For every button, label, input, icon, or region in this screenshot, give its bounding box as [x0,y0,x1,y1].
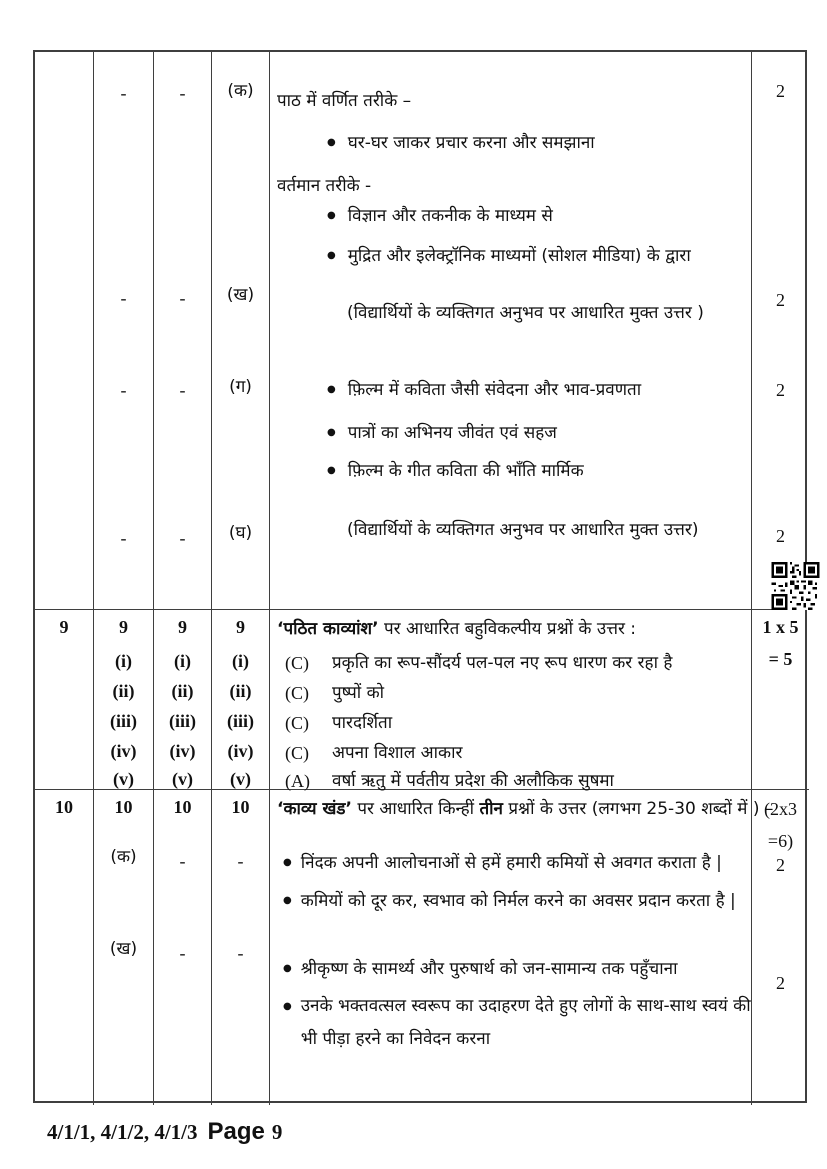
answer-intro-line: वर्तमान तरीके - [277,176,372,196]
answer-bullet-text: कमियों को दूर कर, स्वभाव को निर्मल करने का अवसर प्रदान करता है | [300,891,736,911]
sub-roman: (i) [174,651,191,671]
mcq-answer-row [285,652,672,674]
sub-roman: (i) [115,651,132,671]
question-number: 10 [231,797,250,817]
bullet-icon: ● [283,963,292,974]
r2-set3-cell [212,610,270,790]
free-answer-note: (विद्यार्थियों के व्यक्तिगत अनुभव पर आधारित मुक्त उत्तर) [347,520,699,540]
mcq-option: (C) [285,653,309,673]
r2-marks-cell [752,610,809,790]
dash: - [237,851,244,871]
bullet-icon: ● [283,857,292,868]
answer-bullet [327,132,595,154]
mcq-answer-row [285,742,462,764]
question-title-rest: प्रश्नों के उत्तर (लगभग 25-30 शब्दों में ) – [502,799,774,819]
mcq-answer-row [285,712,392,734]
answer-bullet [283,852,722,874]
r1-set1-cell [94,52,154,610]
sub-roman: (ii) [229,681,252,701]
r3-set2-cell [154,790,212,1105]
sub-roman: (ii) [112,681,135,701]
dash: - [179,83,186,103]
marks-value: 1 x 5 [762,617,799,637]
r1-answer-cell [270,52,752,610]
question-title-bold2: तीन [479,799,503,819]
question-title-bold: ‘पठित काव्यांश’ [277,619,379,639]
qr-code [770,562,821,610]
r1-set2-cell [154,52,212,610]
bullet-icon: ● [283,1001,292,1012]
sub-roman: (iii) [169,711,196,731]
answer-bullet-text: निंदक अपनी आलोचनाओं से हमें हमारी कमियों से अवगत कराता है | [300,853,722,873]
marks-value: 2 [776,973,785,993]
bullet-icon: ● [327,210,336,221]
dash: - [179,528,186,548]
question-number: 10 [55,797,73,817]
sub-roman: (v) [113,769,134,789]
answers-table [33,50,807,1103]
sub-roman: (iii) [227,711,254,731]
marks-value: = 5 [768,649,793,669]
question-title-bold: ‘काव्य खंड’ [277,799,352,819]
mcq-option: (C) [285,743,309,763]
r3-set3-cell [212,790,270,1105]
sub-roman: (iv) [110,741,137,761]
r2-set1-cell [94,610,154,790]
answer-intro-line: पाठ में वर्णित तरीके – [277,91,412,111]
r1-marks-cell [752,52,809,610]
question-title [277,798,773,820]
page-word: Page [207,1118,265,1145]
question-number: 9 [178,617,187,637]
bullet-icon: ● [327,384,336,395]
r3-marks-cell [752,790,809,1105]
dash: - [120,380,127,400]
dash: - [179,851,186,871]
dash: - [179,380,186,400]
answer-bullet [327,205,553,227]
sub-roman: (v) [230,769,251,789]
page-footer [47,1118,282,1146]
sub-roman: (v) [172,769,193,789]
question-title [277,618,636,640]
answer-bullet [327,422,557,444]
answer-bullet-text: फ़िल्म के गीत कविता की भाँति मार्मिक [347,461,584,481]
dash: - [120,288,127,308]
answer-bullet [283,958,677,980]
part-label-kha: (ख) [226,285,255,305]
paper-codes: 4/1/1, 4/1/2, 4/1/3 [47,1120,198,1144]
bullet-icon: ● [283,895,292,906]
sub-roman: (ii) [171,681,194,701]
mcq-answer-text: अपना विशाल आकार [332,743,463,763]
r3-set1-cell [94,790,154,1105]
marks-value: (2x3 [764,799,797,819]
sub-roman: (iii) [110,711,137,731]
free-answer-note: (विद्यार्थियों के व्यक्तिगत अनुभव पर आधारित मुक्त उत्तर ) [347,303,704,323]
dash: - [237,943,244,963]
answer-bullet [327,460,584,482]
mcq-option: (C) [285,683,309,703]
question-number: 9 [236,617,245,637]
marks-value: 2 [776,290,785,310]
mcq-answer-text: पारदर्शिता [332,713,393,733]
bullet-icon: ● [327,250,336,261]
answer-bullet [283,890,736,912]
question-number: 9 [59,617,69,637]
r1-qno-cell [35,52,94,610]
question-title-rest: पर आधारित बहुविकल्पीय प्रश्नों के उत्तर : [378,619,637,639]
question-number: 9 [119,617,128,637]
answer-bullet [327,379,641,401]
dash: - [179,943,186,963]
answer-bullet-text: फ़िल्म में कविता जैसी संवेदना और भाव-प्रवणता [347,380,642,400]
sub-roman: (iv) [169,741,196,761]
r2-set2-cell [154,610,212,790]
answer-bullet-text: मुद्रित और इलेक्ट्रॉनिक माध्यमों (सोशल मीडिया) के द्वारा [347,246,691,266]
bullet-icon: ● [327,427,336,438]
r3-qno-cell [35,790,94,1105]
bullet-icon: ● [327,137,336,148]
question-number: 10 [114,797,133,817]
bullet-icon: ● [327,465,336,476]
dash: - [120,83,127,103]
mcq-answer-text: वर्षा ऋतु में पर्वतीय प्रदेश की अलौकिक सुषमा [332,771,614,791]
answer-bullet-text: घर-घर जाकर प्रचार करना और समझाना [347,133,595,153]
answer-bullet-text: श्रीकृष्ण के सामर्थ्य और पुरुषार्थ को जन-सामान्य तक पहुँचाना [300,959,678,979]
mcq-answer-text: प्रकृति का रूप-सौंदर्य पल-पल नए रूप धारण कर रहा है [332,653,673,673]
r3-answer-cell [270,790,774,1105]
mcq-answer-row [285,770,614,792]
marks-value: =6) [767,831,794,851]
marks-value: 2 [776,81,785,101]
marks-value: 2 [776,380,785,400]
mcq-option: (A) [285,771,310,791]
sub-roman: (i) [232,651,249,671]
part-label-ka: (क) [110,847,137,867]
page-number: 9 [271,1120,283,1144]
sub-roman: (iv) [227,741,254,761]
marks-value: 2 [776,855,785,875]
question-number: 10 [173,797,192,817]
answer-bullet [283,990,759,1056]
r1-part-label-cell [212,52,270,610]
answer-bullet [327,245,691,267]
part-label-ka: (क) [227,81,254,101]
mcq-option: (C) [285,713,309,733]
mcq-answer-text: पुष्पों को [332,683,385,703]
part-label-ga: (ग) [229,377,252,397]
marks-value: 2 [776,526,785,546]
dash: - [120,528,127,548]
part-label-kha: (ख) [109,939,138,959]
dash: - [179,288,186,308]
question-title-mid: पर आधारित किन्हीं [351,799,480,819]
answer-bullet-text: उनके भक्तवत्सल स्वरूप का उदाहरण देते हुए लोगों के साथ-साथ स्वयं की भी पीड़ा हरने का निवेदन करना [300,996,751,1049]
mcq-answer-row [285,682,384,704]
answer-bullet-text: विज्ञान और तकनीक के माध्यम से [347,206,553,226]
r2-qno-cell [35,610,94,790]
answer-bullet-text: पात्रों का अभिनय जीवंत एवं सहज [347,423,557,443]
part-label-gha: (घ) [228,523,253,543]
r2-answer-cell [270,610,752,790]
